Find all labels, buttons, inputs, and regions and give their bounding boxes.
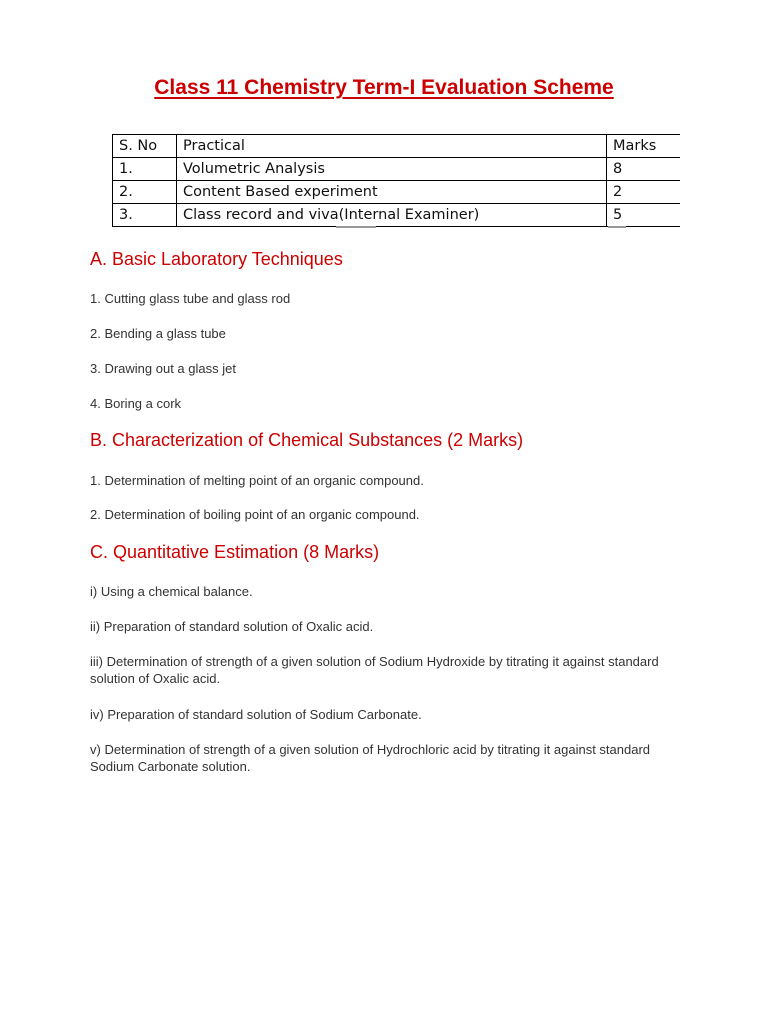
- list-item: 2. Bending a glass tube: [90, 326, 226, 341]
- table-header-row: [113, 135, 681, 158]
- list-item: iii) Determination of strength of a given solution of Sodium Hydroxide by titrating it against standard solution of Oxalic acid.: [90, 654, 659, 686]
- cell-marks: 5: [607, 204, 681, 227]
- page-title: Class 11 Chemistry Term-I Evaluation Scheme: [154, 76, 614, 99]
- table-row: [113, 181, 681, 204]
- header-practical: Practical: [177, 135, 607, 158]
- cell-practical: Class record and viva(Internal Examiner): [177, 204, 607, 227]
- cell-sno: 2.: [113, 181, 177, 204]
- cell-marks: 8: [607, 158, 681, 181]
- list-item: 3. Drawing out a glass jet: [90, 361, 236, 376]
- header-marks: Marks: [607, 135, 681, 158]
- list-item: 4. Boring a cork: [90, 396, 182, 411]
- section-heading-basic-lab: A. Basic Laboratory Techniques: [90, 249, 343, 269]
- cell-practical: Content Based experiment: [177, 181, 607, 204]
- cell-marks: 2: [607, 181, 681, 204]
- list-item: 1. Determination of melting point of an organic compound.: [90, 473, 424, 488]
- table-row: [113, 158, 681, 181]
- list-item: 2. Determination of boiling point of an organic compound.: [90, 507, 420, 522]
- cell-sno: 1.: [113, 158, 177, 181]
- table-row: [113, 204, 681, 227]
- cell-practical: Volumetric Analysis: [177, 158, 607, 181]
- header-sno: S. No: [113, 135, 177, 158]
- cell-sno: 3.: [113, 204, 177, 227]
- list-item: ii) Preparation of standard solution of Oxalic acid.: [90, 619, 374, 634]
- evaluation-table: [112, 134, 680, 227]
- section-heading-quantitative: C. Quantitative Estimation (8 Marks): [90, 542, 380, 562]
- section-heading-characterization: B. Characterization of Chemical Substances (2 Marks): [90, 430, 524, 450]
- list-item: v) Determination of strength of a given solution of Hydrochloric acid by titrating it against standard Sodium Carbonate solution.: [90, 742, 651, 774]
- clipped-row-fragment: [112, 226, 680, 230]
- evaluation-table-container: [112, 134, 680, 229]
- list-item: iv) Preparation of standard solution of Sodium Carbonate.: [90, 707, 422, 722]
- list-item: 1. Cutting glass tube and glass rod: [90, 291, 291, 306]
- list-item: i) Using a chemical balance.: [90, 584, 253, 599]
